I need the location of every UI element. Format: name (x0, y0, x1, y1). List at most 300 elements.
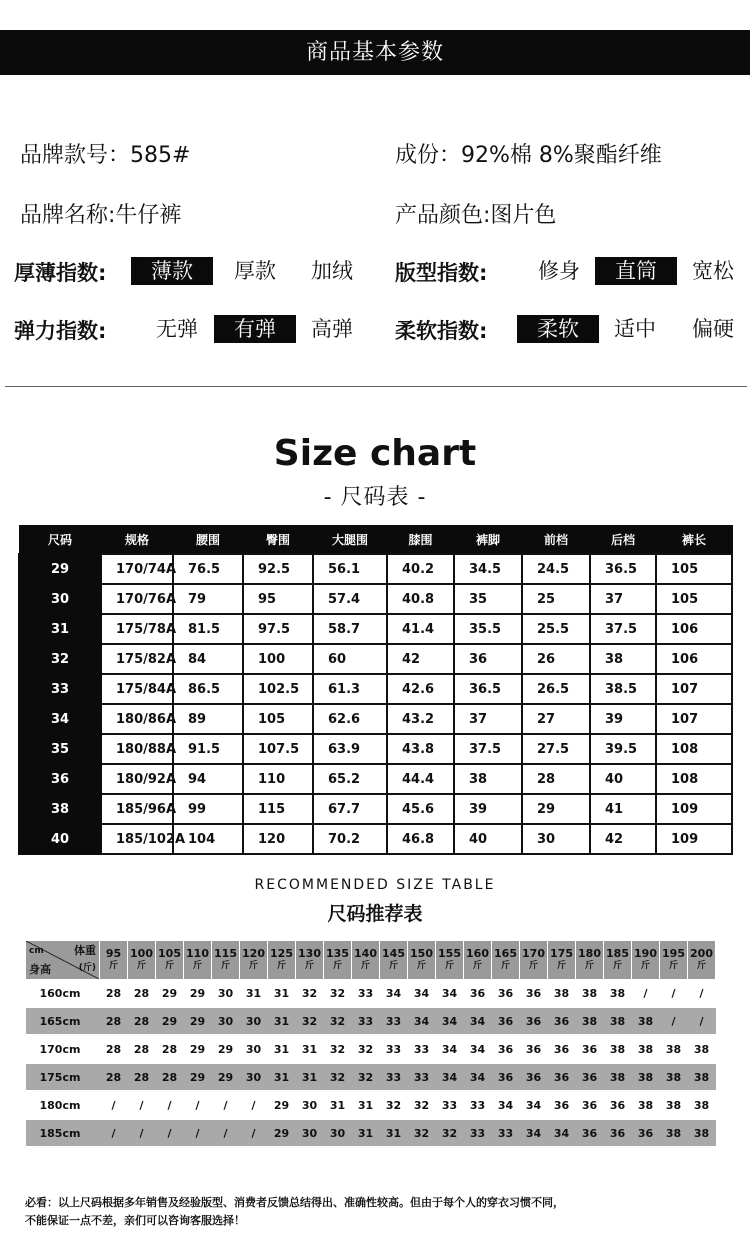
weight-unit: 斤 (416, 961, 426, 971)
height-cell: 170cm (39, 1042, 81, 1056)
size-value-cell: 40 (454, 824, 522, 854)
weight-col-header (436, 941, 464, 980)
size-value-cell: 170/76A (101, 584, 173, 614)
weight-col-header (296, 941, 324, 980)
size-value-cell: 185/96A (101, 794, 173, 824)
size-value-cell: 40.8 (387, 584, 454, 614)
table-row (19, 584, 732, 614)
recommended-size-cell: 31 (268, 1063, 296, 1091)
size-value-cell: 92.5 (243, 554, 313, 584)
recommended-size-cell: / (111, 1098, 116, 1112)
fit-option-straight: 直筒 (595, 257, 677, 285)
recommended-size-cell: 36 (632, 1119, 660, 1147)
recommended-size-cell: 34 (408, 1007, 436, 1035)
size-value-cell: 37 (590, 584, 656, 614)
weight-unit: 斤 (220, 961, 230, 971)
weight-unit: 斤 (500, 961, 510, 971)
recommended-size-cell: 36 (553, 1098, 570, 1112)
recommended-size-cell: 29 (184, 1007, 212, 1035)
weight-value: 130 (298, 947, 321, 960)
recommended-size-cell: / (671, 986, 676, 1000)
size-value-cell: 35 (454, 584, 522, 614)
recommended-size-cell: 32 (413, 1098, 430, 1112)
size-col-header: 膝围 (387, 526, 454, 555)
recommended-subtitle: 尺码推荐表 (327, 903, 423, 925)
weight-unit: 斤 (640, 961, 650, 971)
recommended-size-cell: / (660, 1007, 688, 1035)
size-label-cell: 33 (19, 674, 101, 704)
recommended-size-cell: 38 (632, 1063, 660, 1091)
size-value-cell: 39 (454, 794, 522, 824)
weight-col-header (464, 941, 492, 980)
recommended-size-cell: 30 (240, 1007, 268, 1035)
recommended-size-cell: 34 (464, 1007, 492, 1035)
size-value-cell: 107 (656, 704, 732, 734)
recommended-size-cell: / (251, 1098, 256, 1112)
recommended-size-cell: 33 (441, 1098, 458, 1112)
weight-value: 115 (214, 947, 237, 960)
recommended-size-cell: 32 (324, 1063, 352, 1091)
weight-value: 160 (466, 947, 489, 960)
size-label-cell: 35 (19, 734, 101, 764)
size-value-cell: 120 (243, 824, 313, 854)
thickness-option-fleece: 加绒 (311, 259, 353, 283)
weight-unit: 斤 (668, 961, 678, 971)
thickness-option-thick: 厚款 (234, 259, 276, 283)
recommended-size-cell: / (184, 1119, 212, 1147)
weight-col-header (492, 941, 520, 980)
size-chart-subtitle: - 尺码表 - (323, 485, 427, 510)
size-value-cell: 105 (656, 584, 732, 614)
recommended-size-cell: 29 (268, 1119, 296, 1147)
note-line-2: 不能保证一点不差，亲们可以咨询客服选择！ (25, 1214, 245, 1227)
weight-value: 100 (130, 947, 153, 960)
recommended-size-cell: 38 (553, 986, 570, 1000)
weight-unit: 斤 (472, 961, 482, 971)
size-value-cell: 38 (454, 764, 522, 794)
weight-value: 195 (662, 947, 685, 960)
weight-col-header (660, 941, 688, 980)
size-value-cell: 180/86A (101, 704, 173, 734)
recommended-size-cell: 30 (212, 1007, 240, 1035)
size-value-cell: 175/84A (101, 674, 173, 704)
section-divider (5, 386, 747, 387)
size-value-cell: 110 (243, 764, 313, 794)
size-value-cell: 26.5 (522, 674, 590, 704)
size-value-cell: 43.8 (387, 734, 454, 764)
recommended-size-cell: / (167, 1098, 172, 1112)
recommended-size-cell: 31 (245, 986, 262, 1000)
size-value-cell: 107 (656, 674, 732, 704)
weight-col-header (520, 941, 548, 980)
recommended-size-cell: 38 (609, 986, 626, 1000)
recommended-size-cell: 38 (632, 1007, 660, 1035)
recommended-size-cell: 28 (105, 986, 122, 1000)
product-name: 品牌名称:牛仔裤 (20, 203, 182, 228)
recommended-size-cell: 31 (380, 1119, 408, 1147)
size-label-cell: 40 (19, 824, 101, 854)
weight-value: 170 (522, 947, 545, 960)
fit-label: 版型指数: (395, 261, 488, 285)
weight-unit: 斤 (612, 961, 622, 971)
weight-value: 155 (438, 947, 461, 960)
size-value-cell: 61.3 (313, 674, 387, 704)
size-col-header: 尺码 (19, 526, 101, 555)
corner-weight: 体重 (74, 944, 96, 957)
recommended-size-cell: 36 (525, 986, 542, 1000)
recommended-size-cell: 36 (553, 1042, 570, 1056)
recommended-size-cell: 28 (161, 1042, 178, 1056)
soft-option-medium: 适中 (614, 317, 656, 341)
weight-value: 120 (242, 947, 265, 960)
elastic-option-high: 高弹 (311, 317, 353, 341)
size-value-cell: 91.5 (173, 734, 243, 764)
table-row (26, 980, 716, 1008)
recommended-size-cell: 38 (581, 986, 598, 1000)
recommended-size-cell: 31 (357, 1098, 374, 1112)
soft-option-soft: 柔软 (517, 315, 599, 343)
weight-unit: 斤 (388, 961, 398, 971)
table-row (19, 554, 732, 584)
recommended-size-cell: 33 (380, 1007, 408, 1035)
size-value-cell: 30 (522, 824, 590, 854)
size-value-cell: 105 (243, 704, 313, 734)
recommended-size-cell: 29 (189, 986, 206, 1000)
weight-value: 140 (354, 947, 377, 960)
recommended-size-cell: 36 (525, 1042, 542, 1056)
size-value-cell: 175/82A (101, 644, 173, 674)
size-chart-table (18, 525, 733, 855)
weight-unit: 斤 (360, 961, 370, 971)
table-row (26, 1063, 716, 1091)
size-value-cell: 104 (173, 824, 243, 854)
recommended-size-cell: 30 (301, 1098, 318, 1112)
height-cell: 175cm (26, 1063, 100, 1091)
fit-option-loose: 宽松 (692, 259, 734, 283)
size-value-cell: 42 (590, 824, 656, 854)
recommended-size-cell: 38 (576, 1007, 604, 1035)
recommended-size-cell: 36 (576, 1119, 604, 1147)
size-label-cell: 38 (19, 794, 101, 824)
recommended-size-cell: 38 (609, 1042, 626, 1056)
recommended-size-cell: 38 (660, 1063, 688, 1091)
recommended-size-cell: 32 (357, 1042, 374, 1056)
size-value-cell: 106 (656, 644, 732, 674)
size-label-cell: 31 (19, 614, 101, 644)
size-value-cell: 36.5 (454, 674, 522, 704)
weight-unit: 斤 (444, 961, 454, 971)
size-value-cell: 180/92A (101, 764, 173, 794)
size-value-cell: 105 (656, 554, 732, 584)
weight-col-header (212, 941, 240, 980)
size-value-cell: 81.5 (173, 614, 243, 644)
weight-value: 145 (382, 947, 405, 960)
weight-value: 95 (105, 947, 122, 960)
recommended-size-cell: 28 (156, 1063, 184, 1091)
recommended-size-cell: 32 (296, 1007, 324, 1035)
recommended-size-cell: 32 (408, 1119, 436, 1147)
weight-unit: 斤 (164, 961, 174, 971)
size-value-cell: 100 (243, 644, 313, 674)
size-col-header: 裤脚 (454, 526, 522, 555)
size-col-header: 后档 (590, 526, 656, 555)
weight-col-header (548, 941, 576, 980)
recommended-size-cell: 33 (464, 1119, 492, 1147)
size-value-cell: 29 (522, 794, 590, 824)
recommended-size-cell: 32 (352, 1063, 380, 1091)
recommended-size-cell: 28 (100, 1007, 128, 1035)
recommended-size-cell: / (688, 1007, 716, 1035)
table-row (19, 674, 732, 704)
size-value-cell: 106 (656, 614, 732, 644)
recommended-size-cell: 29 (212, 1063, 240, 1091)
weight-value: 105 (158, 947, 181, 960)
size-value-cell: 40.2 (387, 554, 454, 584)
recommended-size-cell: 29 (217, 1042, 234, 1056)
size-value-cell: 170/74A (101, 554, 173, 584)
size-value-cell: 58.7 (313, 614, 387, 644)
recommended-size-cell: 38 (693, 1042, 710, 1056)
recommended-size-cell: 33 (408, 1063, 436, 1091)
size-value-cell: 108 (656, 734, 732, 764)
recommended-size-cell: 34 (436, 1007, 464, 1035)
recommended-size-cell: 33 (492, 1119, 520, 1147)
recommended-size-cell: 38 (688, 1063, 716, 1091)
recommended-size-cell: 28 (128, 1007, 156, 1035)
weight-col-header (128, 941, 156, 980)
size-value-cell: 37 (454, 704, 522, 734)
recommended-size-cell: 36 (520, 1007, 548, 1035)
recommended-size-cell: 36 (492, 1063, 520, 1091)
size-value-cell: 25 (522, 584, 590, 614)
table-row (26, 1007, 716, 1035)
recommended-size-cell: 32 (436, 1119, 464, 1147)
footer-note (25, 1194, 735, 1230)
recommended-size-cell: / (223, 1098, 228, 1112)
size-label-cell: 30 (19, 584, 101, 614)
recommended-size-cell: 29 (273, 1098, 290, 1112)
recommended-size-cell: 36 (581, 1042, 598, 1056)
weight-col-header (408, 941, 436, 980)
size-value-cell: 27 (522, 704, 590, 734)
size-value-cell: 34.5 (454, 554, 522, 584)
recommended-size-cell: 28 (128, 1063, 156, 1091)
recommended-size-cell: 34 (469, 1042, 486, 1056)
table-row (26, 1091, 716, 1119)
size-value-cell: 63.9 (313, 734, 387, 764)
size-value-cell: 42 (387, 644, 454, 674)
recommended-size-cell: 30 (324, 1119, 352, 1147)
weight-value: 125 (270, 947, 293, 960)
weight-value: 165 (494, 947, 517, 960)
size-value-cell: 37.5 (454, 734, 522, 764)
recommended-size-cell: 38 (660, 1119, 688, 1147)
recommended-size-cell: 34 (441, 1042, 458, 1056)
size-value-cell: 26 (522, 644, 590, 674)
thickness-label: 厚薄指数: (14, 261, 107, 285)
size-value-cell: 76.5 (173, 554, 243, 584)
size-value-cell: 109 (656, 824, 732, 854)
size-value-cell: 109 (656, 794, 732, 824)
table-row (19, 794, 732, 824)
weight-value: 180 (578, 947, 601, 960)
recommended-size-cell: / (156, 1119, 184, 1147)
recommended-size-cell: 38 (665, 1098, 682, 1112)
recommended-size-cell: / (128, 1119, 156, 1147)
size-value-cell: 107.5 (243, 734, 313, 764)
recommended-size-cell: 34 (497, 1098, 514, 1112)
size-col-header: 前档 (522, 526, 590, 555)
recommended-size-cell: 30 (240, 1063, 268, 1091)
weight-col-header (184, 941, 212, 980)
size-value-cell: 65.2 (313, 764, 387, 794)
recommended-size-cell: 28 (133, 1042, 150, 1056)
weight-unit: 斤 (248, 961, 258, 971)
recommended-size-cell: 38 (693, 1098, 710, 1112)
size-chart-title: Size chart (273, 433, 477, 474)
size-label-cell: 29 (19, 554, 101, 584)
recommended-size-cell: 38 (604, 1007, 632, 1035)
recommended-title: RECOMMENDED SIZE TABLE (254, 877, 496, 893)
size-value-cell: 97.5 (243, 614, 313, 644)
model-number: 品牌款号：585# (20, 143, 191, 168)
size-value-cell: 60 (313, 644, 387, 674)
recommended-size-table (25, 940, 716, 1148)
weight-unit: 斤 (696, 961, 706, 971)
corner-height: 身高 (29, 963, 51, 976)
size-value-cell: 67.7 (313, 794, 387, 824)
recommended-size-cell: 36 (520, 1063, 548, 1091)
table-row (19, 614, 732, 644)
weight-col-header (156, 941, 184, 980)
weight-col-header (380, 941, 408, 980)
recommended-size-cell: 33 (385, 1042, 402, 1056)
size-value-cell: 115 (243, 794, 313, 824)
size-value-cell: 70.2 (313, 824, 387, 854)
recommended-size-cell: / (195, 1098, 200, 1112)
corner-jin: (斤) (78, 963, 96, 973)
soft-label: 柔软指数: (395, 319, 488, 343)
size-value-cell: 41.4 (387, 614, 454, 644)
weight-unit: 斤 (304, 961, 314, 971)
size-value-cell: 86.5 (173, 674, 243, 704)
weight-unit: 斤 (108, 961, 118, 971)
height-cell: 185cm (26, 1119, 100, 1147)
weight-col-header (240, 941, 268, 980)
size-value-cell: 95 (243, 584, 313, 614)
recommended-size-cell: 34 (441, 986, 458, 1000)
recommended-size-cell: 34 (464, 1063, 492, 1091)
height-cell: 180cm (39, 1098, 81, 1112)
recommended-size-cell: 36 (548, 1007, 576, 1035)
recommended-size-cell: 32 (324, 1007, 352, 1035)
recommended-size-cell: 31 (352, 1119, 380, 1147)
weight-unit: 斤 (136, 961, 146, 971)
recommended-size-cell: 31 (296, 1063, 324, 1091)
size-value-cell: 40 (590, 764, 656, 794)
recommended-size-cell: 34 (436, 1063, 464, 1091)
recommended-size-cell: 31 (273, 1042, 290, 1056)
weight-col-header (324, 941, 352, 980)
size-col-header: 臀围 (243, 526, 313, 555)
weight-value: 175 (550, 947, 573, 960)
size-value-cell: 37.5 (590, 614, 656, 644)
recommended-size-cell: 38 (665, 1042, 682, 1056)
recommended-size-cell: 28 (133, 986, 150, 1000)
size-value-cell: 38.5 (590, 674, 656, 704)
recommended-size-cell: 29 (189, 1042, 206, 1056)
thickness-option-thin: 薄款 (131, 257, 213, 285)
recommended-size-cell: 31 (268, 1007, 296, 1035)
recommended-size-cell: 29 (156, 1007, 184, 1035)
fit-option-slim: 修身 (538, 259, 580, 283)
recommended-size-cell: 36 (492, 1007, 520, 1035)
size-col-header: 腰围 (173, 526, 243, 555)
recommended-size-cell: 33 (413, 1042, 430, 1056)
weight-unit: 斤 (528, 961, 538, 971)
recommended-size-cell: 28 (105, 1042, 122, 1056)
size-value-cell: 38 (590, 644, 656, 674)
size-value-cell: 24.5 (522, 554, 590, 584)
weight-unit: 斤 (192, 961, 202, 971)
product-color: 产品颜色:图片色 (395, 203, 557, 228)
weight-col-header (688, 941, 716, 980)
weight-col-header (268, 941, 296, 980)
size-value-cell: 46.8 (387, 824, 454, 854)
size-value-cell: 79 (173, 584, 243, 614)
table-row (19, 824, 732, 854)
table-row (26, 1035, 716, 1063)
size-col-header: 大腿围 (313, 526, 387, 555)
recommended-size-cell: 33 (357, 986, 374, 1000)
weight-unit: 斤 (276, 961, 286, 971)
size-value-cell: 41 (590, 794, 656, 824)
table-row (19, 644, 732, 674)
recommended-size-cell: 33 (380, 1063, 408, 1091)
corner-cm: cm (29, 946, 44, 956)
size-value-cell: 175/78A (101, 614, 173, 644)
size-value-cell: 94 (173, 764, 243, 794)
weight-value: 190 (634, 947, 657, 960)
recommended-size-cell: / (212, 1119, 240, 1147)
recommended-size-cell: 36 (469, 986, 486, 1000)
recommended-size-cell: 30 (245, 1042, 262, 1056)
table-row (26, 1119, 716, 1147)
recommended-size-cell: 36 (497, 986, 514, 1000)
recommended-size-cell: / (240, 1119, 268, 1147)
weight-col-header (632, 941, 660, 980)
size-value-cell: 102.5 (243, 674, 313, 704)
recommended-size-cell: 34 (525, 1098, 542, 1112)
recommended-size-cell: 31 (273, 986, 290, 1000)
recommended-size-cell: 33 (352, 1007, 380, 1035)
header-corner (26, 941, 100, 980)
weight-col-header (352, 941, 380, 980)
size-chart-header-row (19, 526, 732, 555)
size-value-cell: 36 (454, 644, 522, 674)
recommended-size-cell: / (699, 986, 704, 1000)
recommended-size-cell: 29 (161, 986, 178, 1000)
recommended-size-cell: 30 (296, 1119, 324, 1147)
recommended-size-cell: 34 (520, 1119, 548, 1147)
recommended-size-cell: 32 (385, 1098, 402, 1112)
recommended-size-cell: 36 (548, 1063, 576, 1091)
size-value-cell: 42.6 (387, 674, 454, 704)
weight-value: 110 (186, 947, 209, 960)
size-label-cell: 36 (19, 764, 101, 794)
table-row (19, 734, 732, 764)
height-cell: 165cm (26, 1007, 100, 1035)
